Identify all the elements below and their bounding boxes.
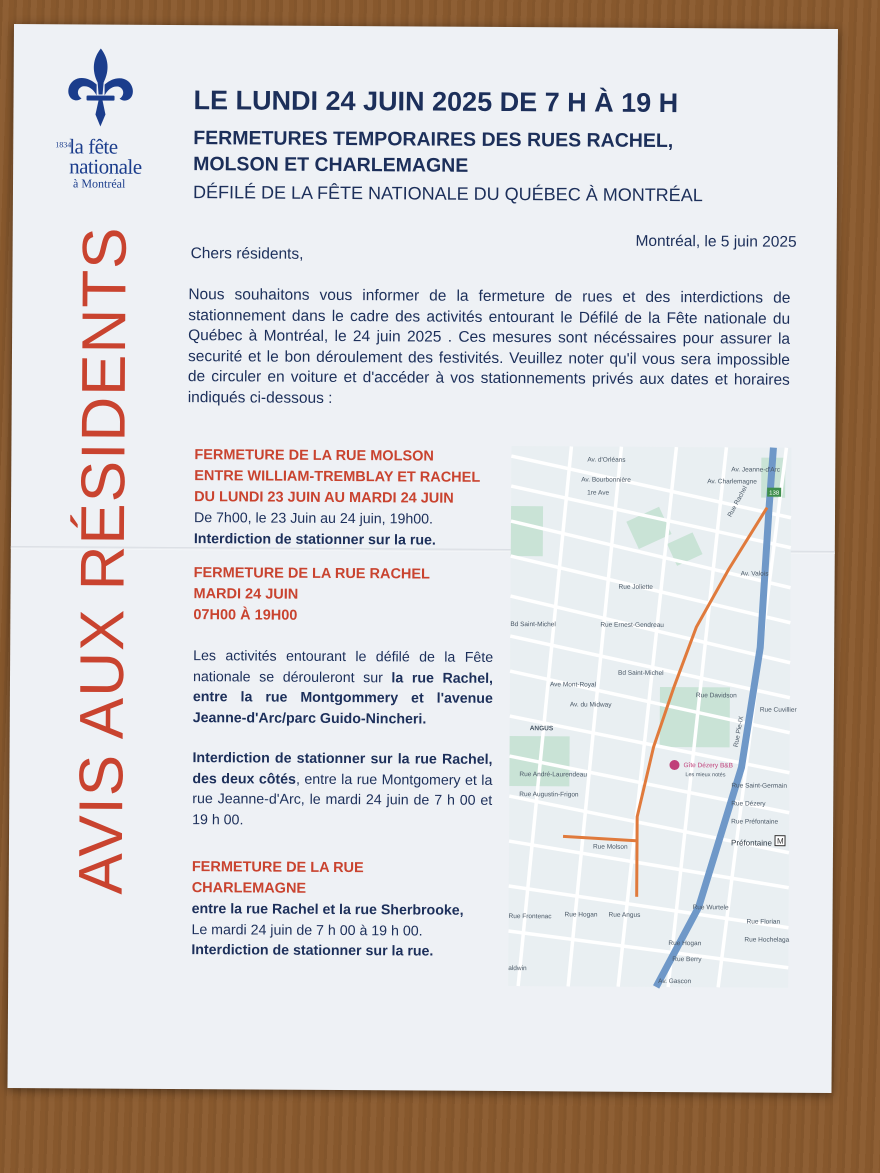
map-label: 1re Ave: [587, 489, 610, 497]
page-title: LE LUNDI 24 JUIN 2025 DE 7 H À 19 H: [193, 85, 679, 119]
vertical-banner: AVIS AUX RÉSIDENTS: [66, 226, 140, 895]
letter-greeting: Chers résidents,: [190, 245, 304, 263]
logo-text-line3: à Montréal: [72, 176, 126, 191]
rachel-paragraph-1: [193, 646, 493, 730]
charlemagne-heading-1: FERMETURE DE LA RUE: [191, 859, 364, 877]
map-label: Rue Hogan: [564, 911, 598, 919]
map-label: Av. d'Orléans: [587, 456, 626, 464]
map-label: Rue Frontenac: [508, 913, 552, 921]
rachel-p2-text: , entre la rue Montgomery et la rue Jeanne-d'Arc, le mardi 24 juin de 7 h 00 et 19 h 00.: [192, 771, 493, 828]
map-label-gite: Gîte Dézery B&B: [683, 762, 734, 770]
map-label: Bd Saint-Michel: [510, 621, 556, 629]
rachel-paragraph-2: [192, 748, 492, 832]
molson-notice: Interdiction de stationner sur la rue.: [193, 530, 436, 549]
fete-nationale-logo: [49, 48, 190, 191]
map-label: Rue Hogan: [668, 940, 702, 948]
map-label: Rue Ernest-Gendreau: [600, 621, 664, 629]
map-label: aldwin: [508, 965, 527, 973]
map-label: Préfontaine: [730, 838, 772, 848]
map-label: Rue Wurtele: [692, 904, 729, 912]
molson-time: De 7h00, le 23 Juin au 24 juin, 19h00.: [193, 510, 434, 528]
map-label: Rue Préfontaine: [731, 818, 779, 826]
map-label: Rue Dézery: [731, 800, 766, 808]
map-label: Rue Angus: [608, 911, 641, 919]
charlemagne-notice: Interdiction de stationner sur la rue.: [191, 942, 434, 960]
map-label: Rue Augustin-Frigon: [519, 791, 579, 799]
map-label: Rue Pie-IX: [732, 715, 746, 748]
rachel-heading-3: 07H00 À 19H00: [193, 607, 298, 624]
map-park: [511, 506, 543, 556]
rachel-heading-1: FERMETURE DE LA RUE RACHEL: [193, 565, 431, 583]
map-label: Av. Bourbonnière: [581, 476, 631, 484]
map-label: Rue Saint-Germain: [731, 782, 788, 790]
map-label: Rue André-Laurendeau: [519, 771, 588, 779]
metro-label: M: [776, 836, 784, 846]
map-label: Rue Molson: [592, 843, 628, 851]
molson-heading-3: DU LUNDI 23 JUIN AU MARDI 24 JUIN: [194, 489, 454, 507]
section-rachel: [192, 563, 494, 832]
map-label: Rue Florian: [746, 918, 781, 926]
map-label: Av. Gascon: [658, 977, 692, 986]
route-badge-label: 138: [769, 490, 780, 497]
rachel-p2-bold: Interdiction de stationner sur la rue Rachel, des deux côtés: [192, 750, 493, 788]
subtitle-line-1: FERMETURES TEMPORAIRES DES RUES RACHEL,: [193, 127, 674, 153]
subtitle-line-2: MOLSON ET CHARLEMAGNE: [193, 153, 469, 177]
map-label: Rue Cuvillier: [759, 706, 797, 714]
letter-date: Montréal, le 5 juin 2025: [635, 232, 797, 251]
section-molson: [194, 445, 495, 551]
logo-text-line1: la fête: [69, 134, 118, 159]
charlemagne-line-2: Le mardi 24 juin de 7 h 00 à 19 h 00.: [191, 921, 423, 940]
map-label: Av. Jeanne-d'Arc: [731, 466, 781, 474]
map-label-gite-sub: Les mieux notés: [685, 772, 726, 779]
map-label: Rue Berry: [672, 956, 702, 964]
map-label: Rue Joliette: [618, 583, 653, 591]
map-label: Rue Rachel: [726, 485, 749, 519]
molson-heading-2: ENTRE WILLIAM-TREMBLAY ET RACHEL: [194, 468, 481, 486]
letter-intro: Nous souhaitons vous informer de la fermeture de rues et des interdictions de stationnement dans le cadre des activités entourant le Défilé de la Fête nationale du Québec à Montréal, le 24 juin 2025 . Ces mesures sont nécéssaires pour assurer la securité et le bon déroulement des festivités. Veuillez noter qu'il vous sera impossible de circuler en voiture et d'accéder à vos stationnements privés aux dates et horaires indiqués ci-dessous :: [187, 286, 791, 407]
map-label: Bd Saint-Michel: [618, 669, 664, 677]
rachel-p1-bold: la rue Rachel, entre la rue Montgommery et l'avenue Jeanne-d'Arc/parc Guido-Nincheri.: [192, 669, 494, 728]
map-label: Av. Valois: [740, 570, 769, 578]
map-label: Rue Hochelaga: [744, 936, 790, 944]
rachel-heading-2: MARDI 24 JUIN: [193, 586, 299, 603]
charlemagne-heading-2: CHARLEMAGNE: [191, 880, 307, 897]
map-label: Av. Charlemagne: [707, 478, 757, 486]
logo-text-line2: nationale: [69, 154, 142, 179]
subtitle-line-3: DÉFILÉ DE LA FÊTE NATIONALE DU QUÉBEC À MONTRÉAL: [192, 182, 703, 206]
charlemagne-line-1: entre la rue Rachel et la rue Sherbrooke,: [191, 901, 464, 919]
map-label: Ave Mont-Royal: [549, 681, 597, 689]
map-label: Av. du Midway: [569, 701, 612, 709]
gite-marker-icon[interactable]: [669, 760, 679, 770]
fleur-de-lis-icon: [65, 48, 135, 126]
molson-heading-1: FERMETURE DE LA RUE MOLSON: [194, 447, 434, 465]
map-label: Rue Davidson: [695, 692, 737, 700]
closure-map: [508, 446, 797, 988]
rachel-p1-text: Les activités entourant le défilé de la Fête nationale se dérouleront sur: [192, 648, 494, 686]
notice-sheet: [8, 24, 838, 1093]
map-label: ANGUS: [529, 725, 554, 733]
section-charlemagne: [191, 857, 492, 962]
logo-year: 1834: [55, 140, 72, 150]
